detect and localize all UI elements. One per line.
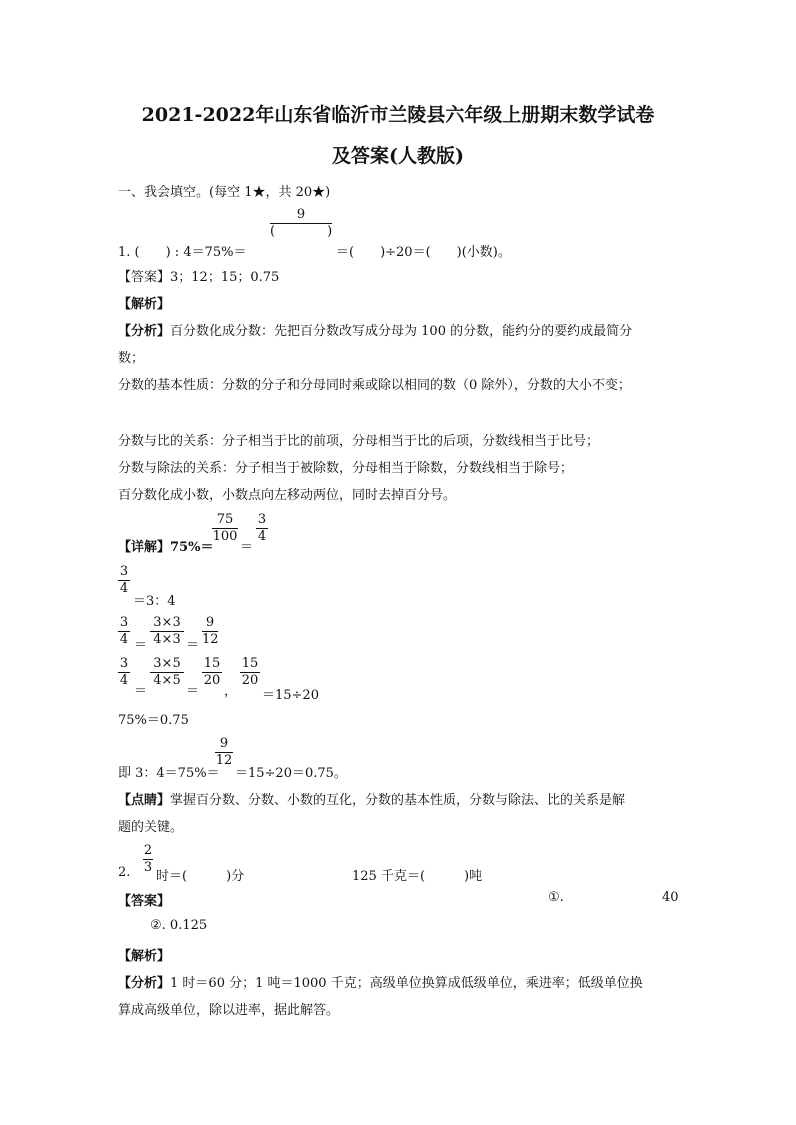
q2-answer-1: ①.	[548, 890, 564, 905]
equals-sign: ＝	[186, 684, 200, 699]
q1-rule-fraction-ratio: 分数与比的关系：分子相当于比的前项，分母相当于比的后项，分数线相当于比号；	[118, 434, 600, 449]
division-text: ＝15÷20	[262, 688, 319, 703]
q2-stem-kilograms: 125 千克＝( )吨	[352, 869, 483, 884]
fraction-denominator: ( )	[270, 224, 333, 239]
q2-fenxi-label: 【分析】	[118, 976, 171, 991]
q1-rule-fraction-division: 分数与除法的关系：分子相当于被除数，分母相当于除数，分数线相当于除号；	[118, 461, 574, 476]
q1-stem-right: ＝( )÷20＝( )(小数)。	[336, 245, 511, 260]
q2-fenxi-text: 1 时＝60 分；1 吨＝1000 千克；高级单位换算成低级单位，乘进率；低级单位换	[170, 976, 643, 991]
fraction-3-4: 3 4	[119, 564, 129, 596]
q2-answer-2: ②. 0.125	[150, 918, 208, 933]
equals-sign: ＝	[186, 638, 200, 653]
fraction-15-20: 15 20	[241, 656, 259, 688]
q1-fenxi-text2: 数；	[118, 351, 145, 366]
q1-fenxi-text: 百分数化成分数：先把百分数改写成分母为 100 的分数，能约分的要约成最简分	[170, 324, 633, 339]
q1-answer: 【答案】3；12；15；0.75	[118, 270, 280, 285]
q1-rule-percent-decimal: 百分数化成小数，小数点向左移动两位，同时去掉百分号。	[118, 488, 457, 503]
ratio-text: ＝3：4	[133, 594, 176, 609]
fraction-9-12: 9 12	[202, 615, 219, 647]
q1-dianjing-text2: 题的关键。	[118, 820, 184, 835]
q1-blank-fraction	[270, 207, 332, 240]
fraction-15-20: 15 20	[203, 656, 221, 688]
q1-summary-left: 即 3：4＝75%＝	[118, 766, 220, 781]
q1-dianjing-label: 【点睛】	[118, 793, 171, 808]
fraction-3-4: 3 4	[119, 656, 129, 688]
fraction-75-100: 75 100	[212, 512, 238, 544]
q1-rule-basic-property: 分数的基本性质：分数的分子和分母同时乘或除以相同的数（0 除外），分数的大小不变；	[118, 378, 631, 393]
q1-jiexi-label: 【解析】	[118, 297, 171, 312]
fraction-numerator: 9	[296, 207, 306, 222]
q1-fenxi-label: 【分析】	[118, 324, 171, 339]
fraction-3-4: 3 4	[257, 512, 267, 544]
fraction-3-4: 3 4	[119, 615, 129, 647]
q2-answer-1-value: 40	[662, 890, 679, 905]
fraction-3x5-4x5: 3×5 4×5	[150, 656, 184, 689]
equals-sign: ＝	[134, 638, 148, 653]
document-title-line2: 及答案(人教版)	[332, 145, 464, 167]
q2-stem-hours: 时＝( )分	[156, 869, 245, 884]
q2-answer-label: 【答案】	[118, 894, 171, 909]
q1-stem-left: 1. ( ) : 4＝75%＝	[118, 245, 247, 260]
q2-fenxi-text2: 算成高级单位，除以进率，据此解答。	[118, 1003, 340, 1018]
section-heading: 一、我会填空。(每空 1★，共 20★)	[118, 185, 331, 200]
equals-sign: ＝	[240, 540, 254, 555]
q1-detail-prefix: 【详解】75%＝	[118, 540, 214, 555]
q2-number: 2.	[118, 865, 131, 880]
fraction-3x3-4x3: 3×3 4×3	[150, 615, 184, 648]
q1-dianjing-text: 掌握百分数、分数、小数的互化，分数的基本性质，分数与除法、比的关系是解	[170, 793, 626, 808]
q1-summary-right: ＝15÷20＝0.75。	[235, 766, 347, 781]
equals-sign: ＝	[134, 684, 148, 699]
fraction-2-3: 2 3	[143, 843, 153, 875]
document-title-line1: 2021-2022年山东省临沂市兰陵县六年级上册期末数学试卷	[141, 104, 655, 126]
q2-jiexi-label: 【解析】	[118, 949, 171, 964]
decimal-text: 75%＝0.75	[118, 713, 189, 728]
fraction-9-12: 9 12	[215, 736, 233, 768]
comma: ，	[224, 684, 238, 699]
